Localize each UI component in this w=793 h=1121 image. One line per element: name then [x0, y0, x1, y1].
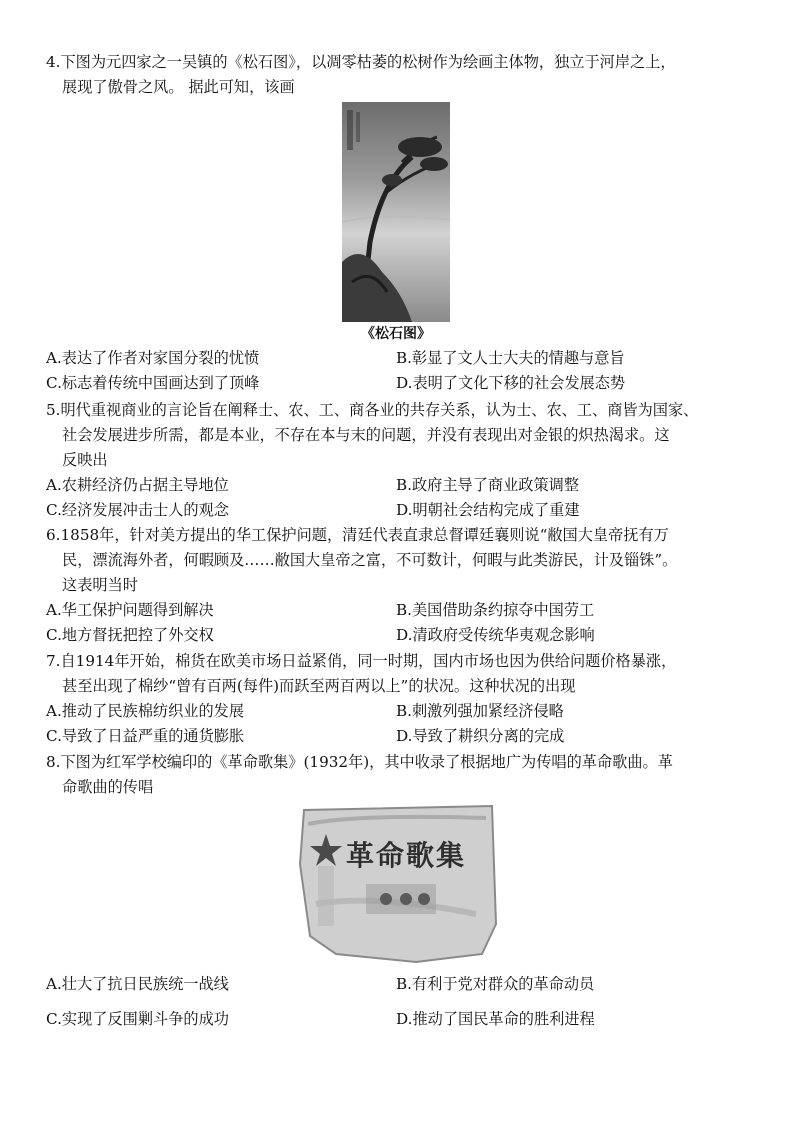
- question-5-option-d[interactable]: D.明朝社会结构完成了重建: [396, 501, 580, 519]
- question-5-option-a[interactable]: A.农耕经济仍占据主导地位: [46, 476, 229, 494]
- question-6-option-d[interactable]: D.清政府受传统华夷观念影响: [396, 626, 595, 644]
- question-6-option-b[interactable]: B.美国借助条约掠夺中国劳工: [396, 601, 595, 619]
- question-8: [46, 750, 776, 800]
- question-8-options: [46, 972, 776, 1032]
- question-5-option-c[interactable]: C.经济发展冲击士人的观念: [46, 501, 229, 519]
- pine-rock-painting: [342, 102, 450, 322]
- question-7-stem-line-2: 甚至出现了棉纱“曾有百两(每件)而跃至两百两以上”的状况。这种状况的出现: [62, 677, 576, 695]
- question-6-option-a[interactable]: A.华工保护问题得到解决: [46, 601, 214, 619]
- question-8-option-a[interactable]: A.壮大了抗日民族统一战线: [46, 975, 229, 993]
- painting-caption: 《松石图》: [361, 326, 431, 342]
- question-7: [46, 649, 776, 749]
- question-5-stem-line-3: 反映出: [62, 451, 108, 469]
- question-6-option-c[interactable]: C.地方督抚把控了外交权: [46, 626, 214, 644]
- question-4-options: [46, 346, 776, 396]
- question-8-option-c[interactable]: C.实现了反围剿斗争的成功: [46, 1010, 229, 1028]
- question-8-option-b[interactable]: B.有利于党对群众的革命动员: [396, 975, 595, 993]
- question-7-stem-line-1: 7.自1914年开始，棉货在欧美市场日益紧俏，同一时期，国内市场也因为供给问题价格暴涨，: [46, 652, 677, 670]
- question-8-option-d[interactable]: D.推动了国民革命的胜利进程: [396, 1010, 595, 1028]
- question-6-stem-line-2: 民，漂流海外者，何暇顾及……敝国大皇帝之富，不可数计，何暇与此类游民，计及锱铢”。: [62, 551, 678, 569]
- question-6-stem-line-1: 6.1858年，针对美方提出的华工保护问题，清廷代表直隶总督谭廷襄则说“敝国大皇帝抚有万: [46, 526, 669, 544]
- question-7-option-a[interactable]: A.推动了民族棉纺织业的发展: [46, 702, 245, 720]
- question-7-option-d[interactable]: D.导致了耕织分离的完成: [396, 727, 565, 745]
- question-4-option-b[interactable]: B.彰显了文人士大夫的情趣与意旨: [396, 349, 625, 367]
- question-6-stem-line-3: 这表明当时: [62, 576, 138, 594]
- question-8-stem-line-2: 命歌曲的传唱: [62, 778, 154, 796]
- revolution-songbook-image: [296, 804, 500, 964]
- question-5-stem-line-2: 社会发展进步所需，都是本业，不存在本与末的问题，并没有表现出对金银的炽热渴求。这: [62, 426, 670, 444]
- question-4-option-c[interactable]: C.标志着传统中国画达到了顶峰: [46, 374, 260, 392]
- question-7-option-c[interactable]: C.导致了日益严重的通货膨胀: [46, 727, 245, 745]
- songbook-cover-graphic: [296, 804, 500, 964]
- question-4-stem-line-1: 4.下图为元四家之一吴镇的《松石图》，以凋零枯萎的松树作为绘画主体物，独立于河岸之上，: [46, 53, 676, 71]
- question-5-option-b[interactable]: B.政府主导了商业政策调整: [396, 476, 580, 494]
- question-4-option-d[interactable]: D.表明了文化下移的社会发展态势: [396, 374, 626, 392]
- question-7-option-b[interactable]: B.刺激列强加紧经济侵略: [396, 702, 564, 720]
- question-5: [46, 398, 776, 523]
- question-4: [46, 50, 776, 100]
- songbook-title: 革命歌集: [346, 839, 467, 872]
- question-5-stem-line-1: 5.明代重视商业的言论旨在阐释士、农、工、商各业的共存关系，认为士、农、工、商皆为国家、: [46, 401, 699, 419]
- question-6: [46, 523, 776, 648]
- question-4-option-a[interactable]: A.表达了作者对家国分裂的忧愤: [46, 349, 260, 367]
- question-8-stem-line-1: 8.下图为红军学校编印的《革命歌集》(1932年)，其中收录了根据地广为传唱的革命歌曲。革: [46, 753, 673, 771]
- question-4-stem-line-2: 展现了傲骨之风。 据此可知，该画: [62, 78, 295, 96]
